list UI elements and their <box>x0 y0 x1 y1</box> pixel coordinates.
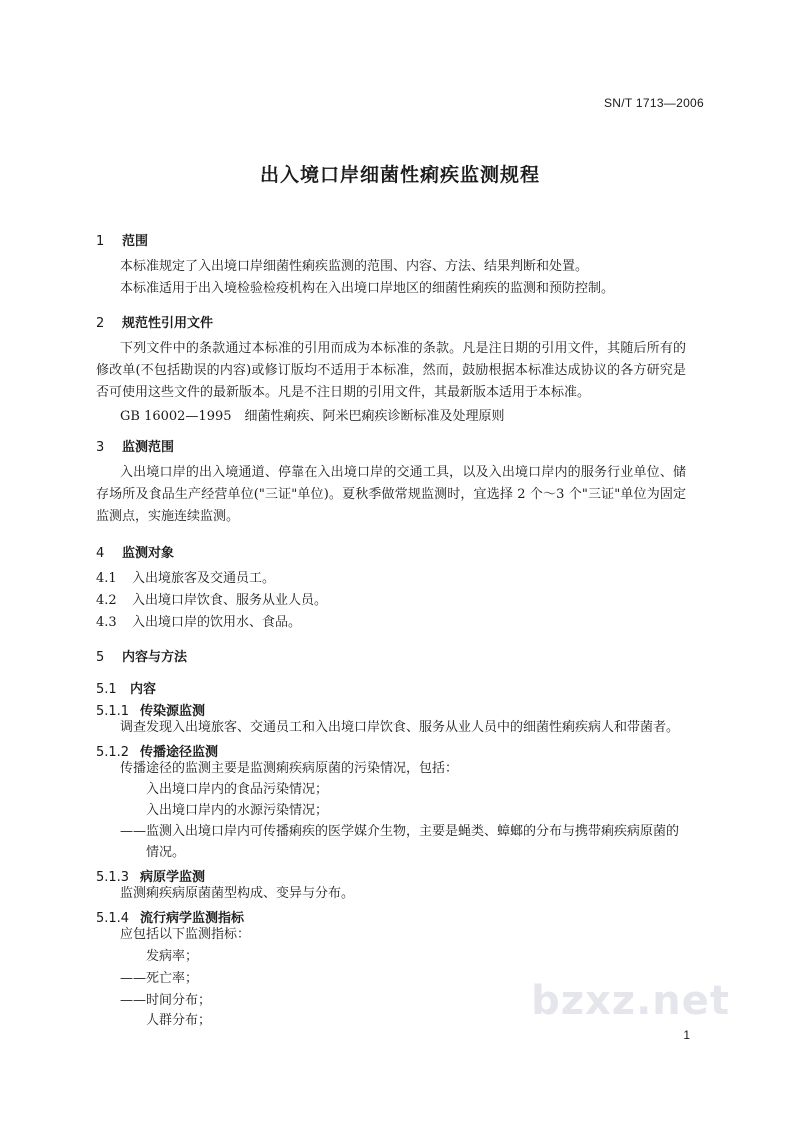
subsection-heading <box>96 678 156 697</box>
item-text: 入出境旅客及交通员工。 <box>132 571 276 586</box>
page-number: 1 <box>683 1028 690 1042</box>
list-item: 发病率； <box>146 949 199 964</box>
section-2-heading <box>96 312 213 331</box>
paragraph: 监测痢疾病原菌菌型构成、变异与分布。 <box>120 886 355 901</box>
item-number: 4.2 <box>96 593 117 608</box>
section-title: 规范性引用文件 <box>122 316 214 331</box>
section-number: 1 <box>96 234 105 249</box>
section-3-heading <box>96 436 174 455</box>
item-text: 入出境口岸饮食、服务从业人员。 <box>132 593 328 608</box>
paragraph-continuation: 情况。 <box>146 845 186 860</box>
list-item <box>96 612 301 634</box>
item-number: 4.1 <box>96 571 117 586</box>
paragraph: ——监测入出境口岸内可传播痢疾的医学媒介生物，主要是蝇类、蟑螂的分布与携带痢疾病原菌的 <box>120 824 680 839</box>
section-number: 5.1.4 <box>96 911 130 926</box>
item-number: 4.3 <box>96 615 117 630</box>
section-title: 传播途径监测 <box>140 745 219 760</box>
section-title: 范围 <box>122 234 149 249</box>
list-item: ——时间分布； <box>120 993 212 1008</box>
section-title: 传染源监测 <box>140 704 206 719</box>
section-number: 5.1.1 <box>96 704 130 719</box>
list-item: 入出境口岸内的食品污染情况； <box>146 782 329 797</box>
section-number: 5 <box>96 650 105 665</box>
section-number: 5.1 <box>96 682 117 697</box>
section-title: 内容 <box>130 682 157 697</box>
section-1-heading <box>96 230 148 249</box>
paragraph: 下列文件中的条款通过本标准的引用而成为本标准的条款。凡是注日期的引用文件，其随后所有的修改单(不包括勘误的内容)或修订版均不适用于本标准，然而，鼓励根据本标准达成协议的各方研究是否可使用这些文件的最新版本。凡是不注日期的引用文件，其最新版本适用于本标准。 <box>96 341 686 400</box>
reference: GB 16002—1995 细菌性痢疾、阿米巴痢疾诊断标准及处理原则 <box>120 409 505 424</box>
section-number: 3 <box>96 440 105 455</box>
list-item <box>96 590 327 612</box>
section-4-heading <box>96 542 174 561</box>
section-title: 监测范围 <box>122 440 175 455</box>
section-title: 内容与方法 <box>122 650 188 665</box>
list-item <box>96 568 275 590</box>
standard-code: SN/T 1713—2006 <box>603 96 704 110</box>
paragraph: 入出境口岸的出入境通道、停靠在入出境口岸的交通工具，以及入出境口岸内的服务行业单位、储存场所及食品生产经营单位("三证"单位)。夏秋季做常规监测时，宜选择 2 个～3 个"三证"单位为固定监测点，实施连续监测。 <box>96 465 686 524</box>
section-number: 4 <box>96 546 105 561</box>
paragraph: 传播途径的监测主要是监测痢疾病原菌的污染情况，包括： <box>120 761 459 776</box>
section-5-heading <box>96 646 187 665</box>
paragraph: 本标准适用于出入境检验检疫机构在入出境口岸地区的细菌性痢疾的监测和预防控制。 <box>120 281 615 296</box>
list-item: ——死亡率； <box>120 971 199 986</box>
paragraph: 调查发现入出境旅客、交通员工和入出境口岸饮食、服务从业人员中的细菌性痢疾病人和带菌者。 <box>120 720 680 735</box>
section-number: 5.1.2 <box>96 745 130 760</box>
list-item: 入出境口岸内的水源污染情况； <box>146 803 329 818</box>
page-title: 出入境口岸细菌性痢疾监测规程 <box>259 164 540 186</box>
paragraph: 应包括以下监测指标： <box>120 927 251 942</box>
section-title: 流行病学监测指标 <box>140 911 245 926</box>
item-text: 入出境口岸的饮用水、食品。 <box>132 615 302 630</box>
section-title: 病原学监测 <box>140 870 206 885</box>
watermark: bzxz.net <box>531 978 730 1024</box>
section-number: 5.1.3 <box>96 870 130 885</box>
section-number: 2 <box>96 316 105 331</box>
section-title: 监测对象 <box>122 546 175 561</box>
paragraph: 本标准规定了入出境口岸细菌性痢疾监测的范围、内容、方法、结果判断和处置。 <box>120 259 589 274</box>
list-item: 人群分布； <box>146 1013 212 1028</box>
